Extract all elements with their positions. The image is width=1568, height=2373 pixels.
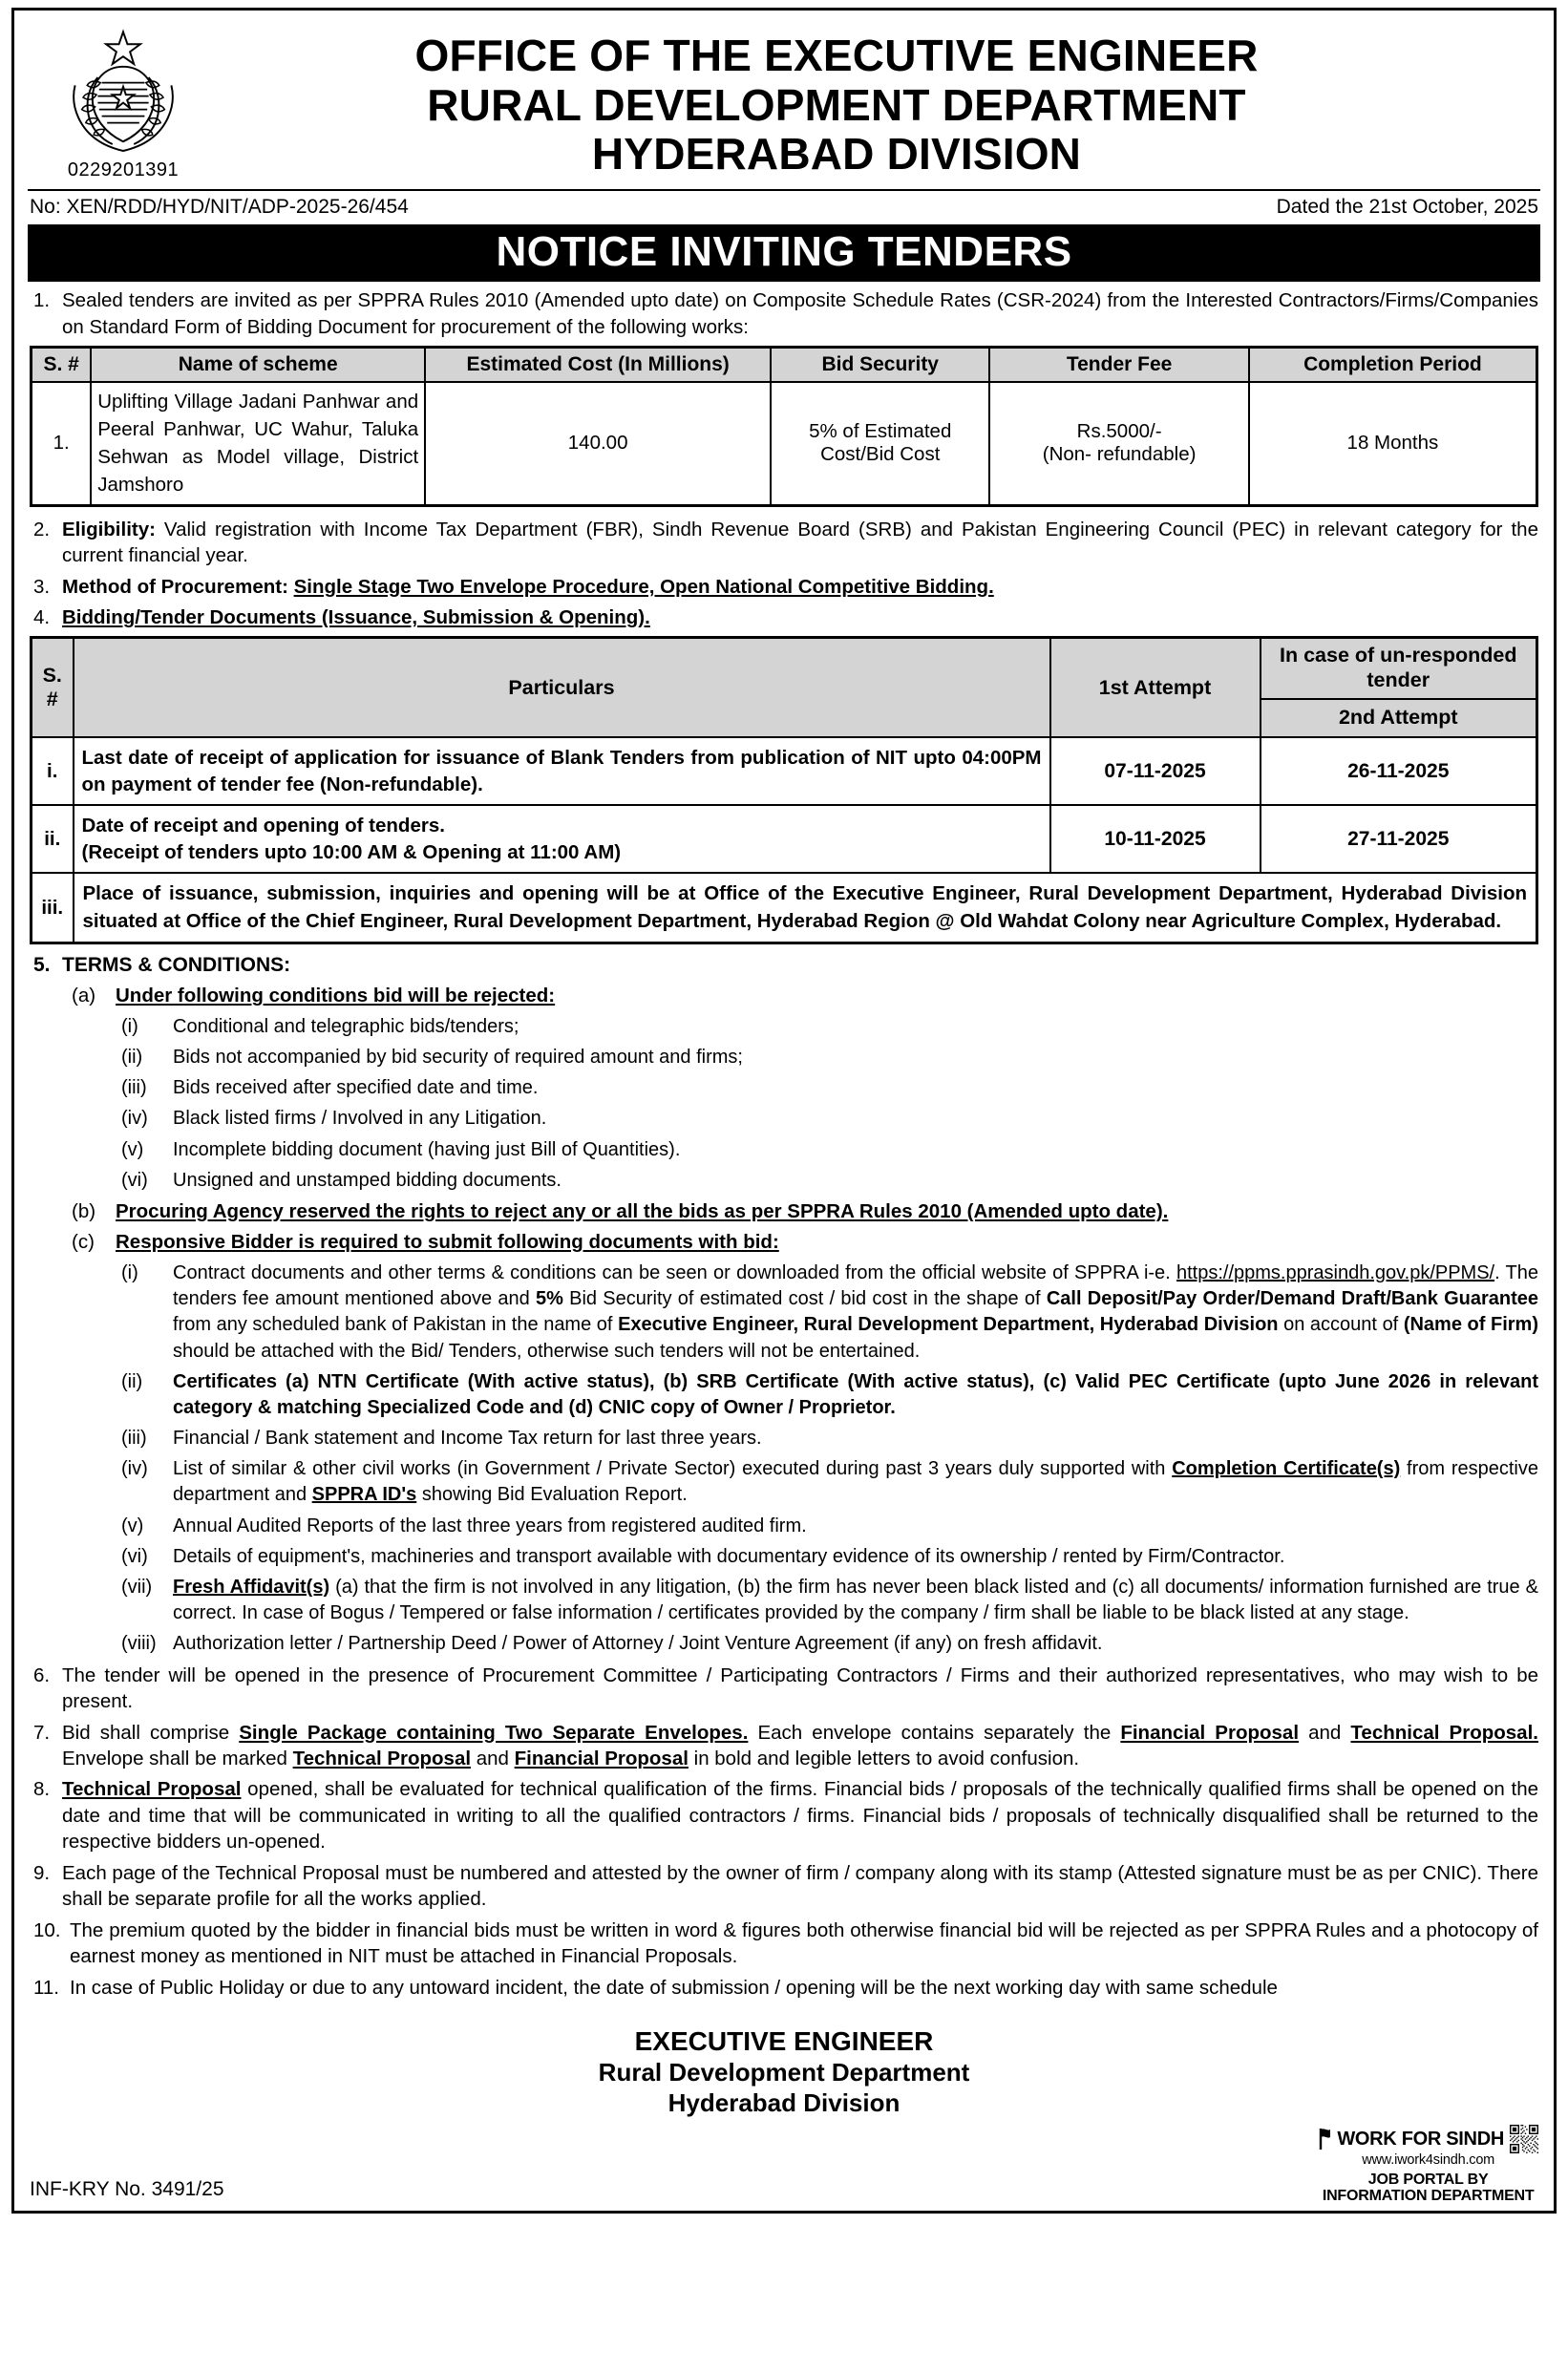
list-item xyxy=(30,1137,1538,1163)
seg-bold-underline: Single Package containing Two Separate Envelopes. xyxy=(239,1721,749,1744)
emblem-column xyxy=(28,20,219,181)
seg-bold: Executive Engineer, Rural Development Department, Hyderabad Division xyxy=(618,1314,1279,1336)
cell-completion-period: 18 Months xyxy=(1249,382,1537,505)
terms-a-label: (a) xyxy=(72,985,96,1007)
eligibility-body: Valid registration with Income Tax Department (FBR), Sindh Revenue Board (SRB) and Pakistan Engineering Council (PEC) in relevant category for the current financial year. xyxy=(62,518,1538,567)
table-row xyxy=(32,805,1537,873)
list-item xyxy=(30,1045,1538,1070)
seg: (a) that the firm is not involved in any litigation, (b) the firm has never been black listed and (c) all documents/ information furnished are true & correct. In case of Bogus / Tempered or false information / certificates provided by the company / firm shall be liable to be black listed at any stage. xyxy=(173,1577,1538,1624)
item-marker: (iii) xyxy=(121,1077,147,1099)
clause-number: 10. xyxy=(33,1918,61,1941)
item-marker: (viii) xyxy=(121,1633,157,1655)
th-first-attempt: 1st Attempt xyxy=(1050,638,1261,737)
item-text: Financial / Bank statement and Income Tax return for last three years. xyxy=(173,1428,762,1450)
clause-number: 9. xyxy=(33,1861,51,1884)
seg-bold: Call Deposit/Pay Order/Demand Draft/Bank Guarantee xyxy=(1046,1288,1538,1310)
clause-text xyxy=(62,1720,1538,1772)
cell-tender-fee xyxy=(989,382,1248,505)
item-text: Authorization letter / Partnership Deed / Power of Attorney / Joint Venture Agreement (if any) on fresh affidavit. xyxy=(173,1633,1103,1655)
document-footer xyxy=(14,2125,1554,2211)
seg: Envelope shall be marked xyxy=(62,1747,293,1769)
iwork-flag-icon xyxy=(1318,2127,1331,2151)
schedule-table xyxy=(30,636,1538,944)
scheme-table-header-row xyxy=(32,348,1537,383)
clause-text xyxy=(62,1776,1538,1854)
notice-banner: NOTICE INVITING TENDERS xyxy=(28,224,1540,282)
item-marker: (v) xyxy=(121,1138,144,1160)
seg: Bid Security of estimated cost / bid cost in the shape of xyxy=(562,1288,1047,1310)
clause-6 xyxy=(30,1663,1538,1715)
clause-text: Each page of the Technical Proposal must be numbered and attested by the owner of firm / company along with its stamp (Attested signature must be as per CNIC). There shall be separate profile for all the works applied. xyxy=(62,1861,1538,1911)
signature-line-3: Hyderabad Division xyxy=(667,2088,901,2118)
terms-c-heading-text: Responsive Bidder is required to submit following documents with bid: xyxy=(116,1231,779,1254)
document-body xyxy=(14,282,1554,2119)
item-text: Unsigned and unstamped bidding documents. xyxy=(173,1169,562,1191)
item-marker: (v) xyxy=(121,1515,144,1536)
scheme-table xyxy=(30,346,1538,506)
iwork-subtitle-line-1: JOB PORTAL BY xyxy=(1367,2171,1489,2188)
seg: and xyxy=(1299,1721,1351,1744)
method-clause xyxy=(30,574,1538,600)
th-bid-security: Bid Security xyxy=(771,348,989,383)
item-text: Annual Audited Reports of the last three years from registered audited firm. xyxy=(173,1515,807,1536)
item-text: Bids received after specified date and time. xyxy=(173,1077,539,1099)
bidding-docs-number: 4. xyxy=(33,605,51,628)
tender-fee-line-1: Rs.5000/- xyxy=(1076,420,1162,443)
seg-bold-underline: SPPRA ID's xyxy=(311,1484,417,1506)
cell-sno: 1. xyxy=(32,382,92,505)
bidding-docs-heading xyxy=(30,604,1538,630)
clause-11 xyxy=(30,1975,1538,2001)
seg: from any scheduled bank of Pakistan in the name of xyxy=(173,1314,619,1336)
nit-date: Dated the 21st October, 2025 xyxy=(1276,196,1538,218)
seg-bold: (Name of Firm) xyxy=(1403,1314,1538,1336)
seg-bold: 5% xyxy=(535,1288,563,1310)
seg: on account of xyxy=(1278,1314,1404,1336)
list-item xyxy=(30,1544,1538,1570)
eligibility-clause xyxy=(30,517,1538,569)
document-frame xyxy=(11,8,1557,2214)
item-marker: (i) xyxy=(121,1015,138,1037)
eligibility-label: Eligibility: xyxy=(62,518,156,540)
cell-attempt-1-date: 10-11-2025 xyxy=(1050,805,1261,873)
item-text xyxy=(173,1456,1538,1508)
item-marker: (i) xyxy=(121,1261,138,1283)
seg: List of similar & other civil works (in Government / Private Sector) executed during past 3 years duly supported with xyxy=(173,1458,1173,1480)
nit-reference-line xyxy=(14,191,1554,224)
item-marker: (iii) xyxy=(121,1428,147,1450)
seg-bold-underline: Financial Proposal xyxy=(1120,1721,1300,1744)
item-text: Black listed firms / Involved in any Litigation. xyxy=(173,1108,547,1130)
item-marker: (ii) xyxy=(121,1370,143,1392)
seg-bold-underline: Financial Proposal xyxy=(514,1747,689,1769)
th-tender-fee: Tender Fee xyxy=(989,348,1248,383)
seg: and xyxy=(471,1747,515,1769)
intro-paragraph xyxy=(30,287,1538,340)
list-item xyxy=(30,1014,1538,1040)
seg-bold-underline: Technical Proposal xyxy=(292,1747,472,1769)
list-item xyxy=(30,1075,1538,1101)
item-text: Bids not accompanied by bid security of required amount and firms; xyxy=(173,1047,743,1069)
seg-bold-underline: Completion Certificate(s) xyxy=(1172,1458,1401,1480)
terms-b-text: Procuring Agency reserved the rights to reject any or all the bids as per SPPRA Rules 2010 (Amended upto date). xyxy=(116,1200,1169,1222)
header-title-line-3: HYDERABAD DIVISION xyxy=(591,129,1082,180)
nit-number: No: XEN/RDD/HYD/NIT/ADP-2025-26/454 xyxy=(30,196,409,218)
th-unresponded-bottom: 2nd Attempt xyxy=(1338,706,1458,730)
clause-number: 11. xyxy=(33,1976,59,1999)
cell-particulars xyxy=(74,805,1050,873)
signature-line-2: Rural Development Department xyxy=(598,2058,970,2087)
clause-number: 6. xyxy=(33,1663,51,1686)
terms-heading xyxy=(30,954,1538,977)
iwork-url[interactable]: www.iwork4sindh.com xyxy=(1362,2151,1495,2168)
cell-attempt-2-date: 26-11-2025 xyxy=(1261,737,1537,805)
header-title-block xyxy=(219,20,1540,180)
particulars-line-1: Date of receipt and opening of tenders. xyxy=(81,815,445,837)
iwork-subtitle-line-2: INFORMATION DEPARTMENT xyxy=(1322,2188,1535,2205)
list-item xyxy=(30,1106,1538,1132)
th-particulars: Particulars xyxy=(74,638,1050,737)
terms-b-clause xyxy=(30,1198,1538,1224)
seg: Bid shall comprise xyxy=(62,1721,240,1744)
cell-schedule-sno: iii. xyxy=(32,873,74,943)
intro-text: Sealed tenders are invited as per SPPRA Rules 2010 (Amended upto date) on Composite Schedule Rates (CSR-2024) from the Interested Contractors/Firms/Companies on Standard Form of Bidding Document for procurement of the following works: xyxy=(62,289,1538,338)
item-text: Details of equipment's, machineries and transport available with documentary evidence of its ownership / rented by Firm/Contractor. xyxy=(173,1545,1285,1567)
item-marker: (iv) xyxy=(121,1458,148,1480)
seg-bold-underline: Technical Proposal. xyxy=(1350,1721,1538,1744)
item-marker: (ii) xyxy=(121,1047,143,1069)
table-row xyxy=(32,737,1537,805)
clause-number: 7. xyxy=(33,1721,51,1744)
iwork-for-sindh-logo-block xyxy=(1318,2125,1538,2205)
seg-bold-underline: Technical Proposal xyxy=(62,1778,242,1801)
list-item xyxy=(30,1426,1538,1451)
schedule-table-header-row xyxy=(32,638,1537,737)
clause-7 xyxy=(30,1720,1538,1772)
intro-number: 1. xyxy=(33,289,51,312)
header-title-line-2: RURAL DEVELOPMENT DEPARTMENT xyxy=(427,79,1246,130)
th-unresponded-top: In case of un-responded tender xyxy=(1261,639,1536,700)
document-header xyxy=(14,11,1554,185)
terms-c-label: (c) xyxy=(72,1231,95,1254)
item-text: Incomplete bidding document (having just Bill of Quantities). xyxy=(173,1138,681,1160)
clause-10 xyxy=(30,1917,1538,1970)
list-item xyxy=(30,1456,1538,1508)
table-row xyxy=(32,873,1537,943)
item-marker: (vi) xyxy=(121,1545,148,1567)
terms-number: 5. xyxy=(33,954,51,977)
item-marker: (iv) xyxy=(121,1108,148,1130)
item-marker: (vii) xyxy=(121,1577,153,1598)
seg: . The tenders fee amount mentioned above and xyxy=(173,1261,1539,1310)
cell-estimated-cost: 140.00 xyxy=(425,382,771,505)
th-completion-period: Completion Period xyxy=(1249,348,1537,383)
seg: should be attached with the Bid/ Tenders, otherwise such tenders will not be entertained. xyxy=(173,1340,921,1362)
seg: Contract documents and other terms & conditions can be seen or downloaded from the official website of SPPRA i-e. xyxy=(173,1261,1176,1283)
clause-text: In case of Public Holiday or due to any untoward incident, the date of submission / opening will be the next working day with same schedule xyxy=(70,1976,1278,1999)
list-item xyxy=(30,1575,1538,1626)
table-row xyxy=(32,382,1537,505)
list-item xyxy=(30,1631,1538,1657)
header-title-line-1: OFFICE OF THE EXECUTIVE ENGINEER xyxy=(414,31,1259,80)
cell-schedule-sno: i. xyxy=(32,737,74,805)
government-of-sindh-emblem-icon xyxy=(56,24,190,158)
seg: from respective department and xyxy=(173,1458,1538,1506)
signature-block xyxy=(30,2025,1538,2119)
clause-text: The tender will be opened in the presence of Procurement Committee / Participating Contractors / Firms and their authorized representatives, who may wish to be present. xyxy=(62,1663,1538,1713)
seg: showing Bid Evaluation Report. xyxy=(416,1484,688,1506)
clause-text: The premium quoted by the bidder in financial bids must be written in word & figures both otherwise financial bid will be rejected as per SPPRA Rules and a photocopy of earnest money as mentioned in NIT must be attached in Financial Proposals. xyxy=(70,1918,1538,1968)
seg: Each envelope contains separately the xyxy=(748,1721,1121,1744)
terms-b-label: (b) xyxy=(72,1200,96,1222)
cell-place-of-issuance: Place of issuance, submission, inquiries and opening will be at Office of the Executive Engineer, Rural Development Department, Hyderabad Division situated at Office of the Chief Engineer, Rural Development Department, Hyderabad Region @ Old Wahdat Colony near Agriculture Complex, Hyderabad. xyxy=(74,873,1537,943)
terms-a-heading-text: Under following conditions bid will be rejected: xyxy=(116,985,556,1007)
method-value: Single Stage Two Envelope Procedure, Open National Competitive Bidding. xyxy=(293,575,994,598)
list-item xyxy=(30,1168,1538,1194)
cell-scheme-name: Uplifting Village Jadani Panhwar and Peeral Panhwar, UC Wahur, Taluka Sehwan as Model village, District Jamshoro xyxy=(91,382,425,505)
cell-attempt-2-date: 27-11-2025 xyxy=(1261,805,1537,873)
eligibility-text xyxy=(62,517,1538,569)
terms-c-heading xyxy=(30,1229,1538,1255)
tender-fee-line-2: (Non- refundable) xyxy=(1042,443,1197,466)
th-estimated-cost: Estimated Cost (In Millions) xyxy=(425,348,771,383)
clause-number: 8. xyxy=(33,1778,51,1801)
cell-bid-security xyxy=(771,382,989,505)
sppra-website-link[interactable]: https://ppms.pprasindh.gov.pk/PPMS/ xyxy=(1176,1261,1495,1283)
terms-a-heading xyxy=(30,983,1538,1008)
method-text xyxy=(62,574,1538,600)
item-text xyxy=(173,1261,1538,1365)
qr-code-icon xyxy=(1510,2125,1538,2153)
item-text: Certificates (a) NTN Certificate (With active status), (b) SRB Certificate (With active status), (c) Valid PEC Certificate (upto June 2026 in relevant category & matching Specialized Code and (d) CNIC copy of Owner / Proprietor. xyxy=(173,1370,1538,1418)
signature-line-1: EXECUTIVE ENGINEER xyxy=(634,2026,934,2057)
th-schedule-sno: S. # xyxy=(32,638,74,737)
list-item xyxy=(30,1261,1538,1365)
list-item xyxy=(30,1514,1538,1539)
emblem-code: 0229201391 xyxy=(67,159,180,180)
th-unresponded-tender xyxy=(1261,638,1537,737)
particulars-line-2: (Receipt of tenders upto 10:00 AM & Opening at 11:00 AM) xyxy=(81,840,622,863)
bidding-docs-text: Bidding/Tender Documents (Issuance, Submission & Opening). xyxy=(62,605,650,628)
list-item xyxy=(30,1369,1538,1421)
seg-bold-underline: Fresh Affidavit(s) xyxy=(173,1577,330,1598)
item-text xyxy=(173,1575,1538,1626)
cell-schedule-sno: ii. xyxy=(32,805,74,873)
terms-heading-text: TERMS & CONDITIONS: xyxy=(62,954,291,977)
th-sno: S. # xyxy=(32,348,92,383)
eligibility-number: 2. xyxy=(33,518,51,540)
item-text: Conditional and telegraphic bids/tenders; xyxy=(173,1015,519,1037)
bid-security-line-1: 5% of Estimated xyxy=(809,420,952,443)
iwork-title-row xyxy=(1318,2125,1538,2153)
method-number: 3. xyxy=(33,575,51,598)
seg: opened, shall be evaluated for technical qualification of the firms. Financial bids / proposals of the technically qualified firms shall be opened on the date and time that will be communicated in writing to all the qualified contractors / firms. Financial bids / proposals of technically disqualified shall be returned to the respective bidders un-opened. xyxy=(62,1778,1539,1854)
iwork-title: WORK FOR SINDH xyxy=(1337,2128,1504,2150)
inf-reference-number: INF-KRY No. 3491/25 xyxy=(30,2177,224,2200)
cell-attempt-1-date: 07-11-2025 xyxy=(1050,737,1261,805)
method-prefix: Method of Procurement: xyxy=(62,575,294,598)
th-name-of-scheme: Name of scheme xyxy=(91,348,425,383)
seg: in bold and legible letters to avoid confusion. xyxy=(688,1747,1080,1769)
item-marker: (vi) xyxy=(121,1169,148,1191)
cell-particulars: Last date of receipt of application for issuance of Blank Tenders from publication of NIT upto 04:00PM on payment of tender fee (Non-refundable). xyxy=(74,737,1050,805)
clause-8 xyxy=(30,1776,1538,1854)
bid-security-line-2: Cost/Bid Cost xyxy=(820,443,941,466)
clause-9 xyxy=(30,1860,1538,1913)
